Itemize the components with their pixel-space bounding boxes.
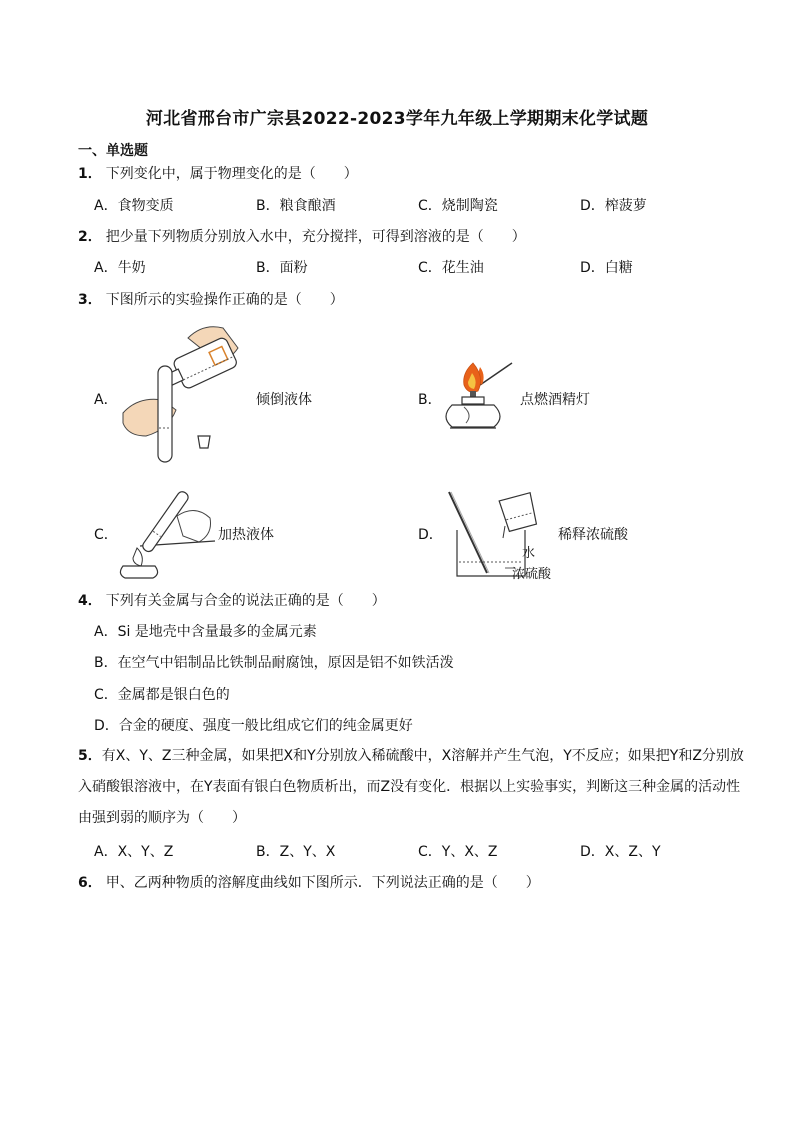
question-stem: 下图所示的实验操作正确的是（ ） [105,292,344,308]
section-heading: 一、单选题 [78,143,148,159]
q5-option-d: D．X、Z、Y [580,844,661,860]
alcohol-lamp-figure [440,355,515,435]
q3-option-d-caption: 稀释浓硫酸 [558,527,628,543]
q5-option-c: C．Y、X、Z [418,844,498,860]
q3-option-d-letter: D． [418,527,443,543]
q2-option-d: D．白糖 [580,260,633,276]
q1-option-d: D．榨菠萝 [580,198,647,214]
q3-option-b-caption: 点燃酒精灯 [520,392,590,408]
q5-option-b: B．Z、Y、X [256,844,336,860]
q3-option-c-caption: 加热液体 [218,527,274,543]
question-stem: 有X、Y、Z三种金属，如果把X和Y分别放入稀硫酸中，X溶解并产生气泡，Y不反应；如果把Y和Z分别放入硝酸银溶液中，在Y表面有银白色物质析出，而Z没有变化．根据以上实验事实，判断这三种金属的活动性由强到弱的顺序为（ ） [78,748,744,826]
q1-option-c: C．烧制陶瓷 [418,198,498,214]
q4-option-c: C．金属都是银白色的 [94,687,230,703]
sulfuric-acid-label: 浓硫酸 [512,567,552,582]
question-stem: 甲、乙两种物质的溶解度曲线如下图所示．下列说法正确的是（ ） [105,875,540,891]
q4-option-a: A．Si 是地壳中含量最多的金属元素 [94,624,317,640]
q3-option-a-caption: 倾倒液体 [256,392,312,408]
question-2 [78,227,526,247]
heating-liquid-figure [115,486,220,581]
q1-option-b: B．粮食酿酒 [256,198,336,214]
question-5 [78,741,746,834]
q2-option-c: C．花生油 [418,260,484,276]
page-title: 河北省邢台市广宗县2022-2023学年九年级上学期期末化学试题 [145,109,649,129]
question-stem: 下列有关金属与合金的说法正确的是（ ） [105,593,386,609]
question-4 [78,591,386,611]
question-stem: 把少量下列物质分别放入水中，充分搅拌，可得到溶液的是（ ） [105,229,526,245]
question-stem: 下列变化中，属于物理变化的是（ ） [105,166,358,182]
water-label: 水 [522,546,536,561]
question-number: 3． [78,292,102,308]
q4-option-d: D．合金的硬度、强度一般比组成它们的纯金属更好 [94,718,413,734]
q2-option-b: B．面粉 [256,260,308,276]
q1-option-a: A．食物变质 [94,198,174,214]
q3-option-c-letter: C． [94,527,118,543]
q4-option-b: B．在空气中铝制品比铁制品耐腐蚀，原因是铝不如铁活泼 [94,655,454,671]
question-number: 2． [78,229,102,245]
pouring-liquid-figure [118,318,248,468]
q3-option-b-letter: B． [418,392,442,408]
q2-option-a: A．牛奶 [94,260,146,276]
question-number: 5． [78,748,102,764]
question-number: 4． [78,593,102,609]
q5-option-a: A．X、Y、Z [94,844,174,860]
question-1 [78,164,358,184]
q3-option-a-letter: A． [94,392,118,408]
question-3 [78,290,344,310]
question-6 [78,873,540,893]
question-number: 6． [78,875,102,891]
question-number: 1． [78,166,102,182]
